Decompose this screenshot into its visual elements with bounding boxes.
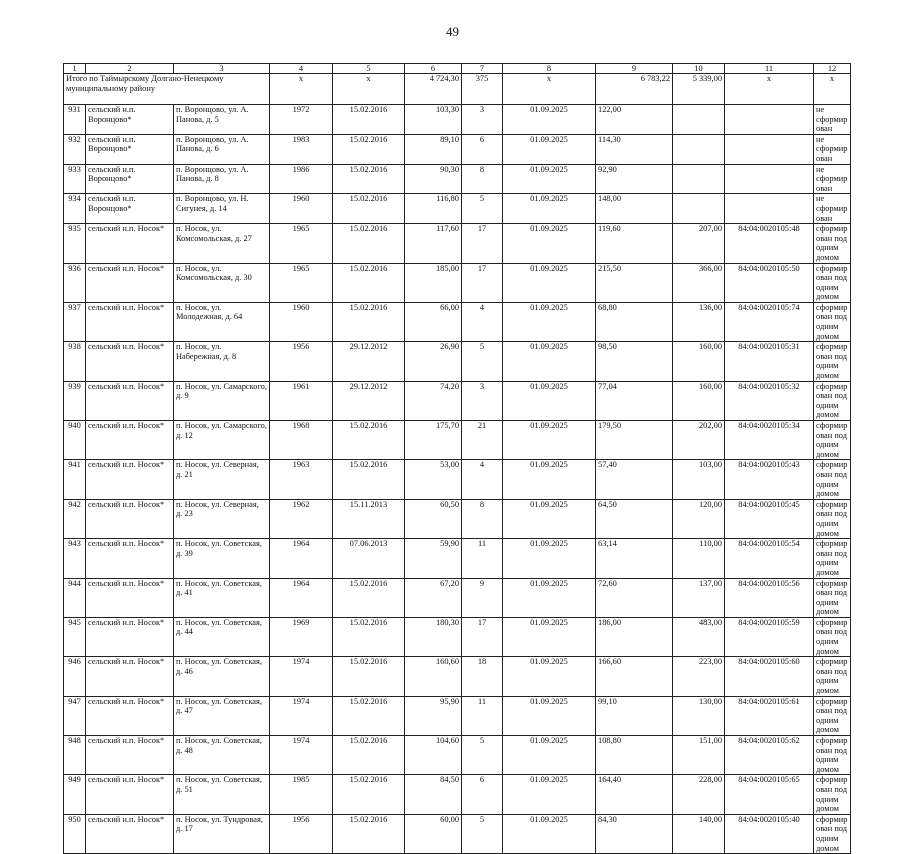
cell-address: п. Носок, ул. Советская, д. 39 <box>174 539 270 578</box>
total-cell: x <box>503 74 596 105</box>
cell-address: п. Носок, ул. Советская, д. 47 <box>174 696 270 735</box>
cell-status: сформирован под одним домом <box>814 499 851 538</box>
cell-date1: 15.02.2016 <box>333 617 405 656</box>
cell-status: не сформирован <box>814 134 851 164</box>
cell-land: 223,00 <box>673 657 725 696</box>
cell-date2: 01.09.2025 <box>503 164 596 194</box>
cell-num: 937 <box>64 302 86 341</box>
column-number: 4 <box>270 64 333 74</box>
cell-count: 3 <box>462 105 503 135</box>
cell-cadastral: 84:04:0020105:74 <box>725 302 814 341</box>
total-cell: x <box>333 74 405 105</box>
column-number: 11 <box>725 64 814 74</box>
cell-count: 21 <box>462 421 503 460</box>
cell-area: 74,20 <box>405 381 462 420</box>
cell-cadastral: 84:04:0020105:32 <box>725 381 814 420</box>
cell-land: 151,00 <box>673 736 725 775</box>
cell-land: 130,00 <box>673 696 725 735</box>
cell-settlement: сельский н.п. Носок* <box>86 578 174 617</box>
cell-year: 1974 <box>270 657 333 696</box>
cell-land: 207,00 <box>673 224 725 263</box>
cell-cadastral: 84:04:0020105:59 <box>725 617 814 656</box>
cell-num: 947 <box>64 696 86 735</box>
cell-date1: 15.02.2016 <box>333 814 405 853</box>
cell-cadastral: 84:04:0020105:62 <box>725 736 814 775</box>
cell-date2: 01.09.2025 <box>503 775 596 814</box>
cell-status: сформирован под одним домом <box>814 342 851 381</box>
cell-settlement: сельский н.п. Воронцово* <box>86 194 174 224</box>
column-number: 10 <box>673 64 725 74</box>
cell-area: 160,60 <box>405 657 462 696</box>
cell-area2: 119,60 <box>596 224 673 263</box>
cell-area2: 148,00 <box>596 194 673 224</box>
cell-address: п. Воронцово, ул. А. Панова, д. 8 <box>174 164 270 194</box>
cell-count: 17 <box>462 224 503 263</box>
table-row <box>64 194 851 224</box>
cell-count: 5 <box>462 814 503 853</box>
cell-land: 160,00 <box>673 381 725 420</box>
cell-area2: 92,90 <box>596 164 673 194</box>
table-row <box>64 164 851 194</box>
cell-cadastral <box>725 164 814 194</box>
cell-date2: 01.09.2025 <box>503 696 596 735</box>
cell-status: не сформирован <box>814 194 851 224</box>
table-row <box>64 775 851 814</box>
cell-settlement: сельский н.п. Воронцово* <box>86 134 174 164</box>
cell-status: сформирован под одним домом <box>814 263 851 302</box>
table-row <box>64 105 851 135</box>
cell-land: 160,00 <box>673 342 725 381</box>
cell-num: 934 <box>64 194 86 224</box>
cell-count: 18 <box>462 657 503 696</box>
cell-area: 116,80 <box>405 194 462 224</box>
cell-address: п. Воронцово, ул. Н. Сигунея, д. 14 <box>174 194 270 224</box>
cell-count: 3 <box>462 381 503 420</box>
cell-date2: 01.09.2025 <box>503 499 596 538</box>
total-cell: 4 724,30 <box>405 74 462 105</box>
table-row <box>64 539 851 578</box>
cell-settlement: сельский н.п. Носок* <box>86 499 174 538</box>
table-row <box>64 657 851 696</box>
cell-area2: 64,50 <box>596 499 673 538</box>
cell-settlement: сельский н.п. Носок* <box>86 736 174 775</box>
cell-status: сформирован под одним домом <box>814 657 851 696</box>
column-number: 9 <box>596 64 673 74</box>
cell-area2: 98,50 <box>596 342 673 381</box>
column-number: 12 <box>814 64 851 74</box>
cell-cadastral: 84:04:0020105:45 <box>725 499 814 538</box>
table-row <box>64 342 851 381</box>
cell-cadastral: 84:04:0020105:56 <box>725 578 814 617</box>
cell-year: 1964 <box>270 578 333 617</box>
cell-settlement: сельский н.п. Носок* <box>86 460 174 499</box>
table-row <box>64 814 851 853</box>
cell-area: 104,60 <box>405 736 462 775</box>
cell-cadastral: 84:04:0020105:34 <box>725 421 814 460</box>
cell-year: 1985 <box>270 775 333 814</box>
cell-address: п. Носок, ул. Северная, д. 21 <box>174 460 270 499</box>
column-number: 6 <box>405 64 462 74</box>
cell-count: 6 <box>462 775 503 814</box>
table-row <box>64 224 851 263</box>
table-row <box>64 617 851 656</box>
cell-land: 136,00 <box>673 302 725 341</box>
cell-address: п. Носок, ул. Самарского, д. 9 <box>174 381 270 420</box>
cell-area: 66,00 <box>405 302 462 341</box>
cell-address: п. Носок, ул. Советская, д. 46 <box>174 657 270 696</box>
cell-date1: 15.02.2016 <box>333 302 405 341</box>
cell-area: 67,20 <box>405 578 462 617</box>
cell-date2: 01.09.2025 <box>503 421 596 460</box>
cell-status: сформирован под одним домом <box>814 224 851 263</box>
cell-year: 1986 <box>270 164 333 194</box>
cell-cadastral: 84:04:0020105:40 <box>725 814 814 853</box>
cell-area2: 166,60 <box>596 657 673 696</box>
cell-area: 90,30 <box>405 164 462 194</box>
cell-land: 202,00 <box>673 421 725 460</box>
cell-date1: 15.02.2016 <box>333 578 405 617</box>
cell-count: 8 <box>462 499 503 538</box>
cell-address: п. Носок, ул. Комсомольская, д. 27 <box>174 224 270 263</box>
cell-settlement: сельский н.п. Носок* <box>86 617 174 656</box>
cell-year: 1969 <box>270 617 333 656</box>
cell-area: 103,30 <box>405 105 462 135</box>
cell-cadastral: 84:04:0020105:43 <box>725 460 814 499</box>
cell-date1: 15.02.2016 <box>333 657 405 696</box>
cell-count: 5 <box>462 736 503 775</box>
cell-address: п. Носок, ул. Советская, д. 51 <box>174 775 270 814</box>
cell-year: 1965 <box>270 263 333 302</box>
cell-settlement: сельский н.п. Носок* <box>86 302 174 341</box>
cell-num: 933 <box>64 164 86 194</box>
cell-date1: 15.02.2016 <box>333 263 405 302</box>
cell-num: 945 <box>64 617 86 656</box>
cell-settlement: сельский н.п. Носок* <box>86 696 174 735</box>
cell-land: 110,00 <box>673 539 725 578</box>
cell-land: 140,00 <box>673 814 725 853</box>
cell-year: 1956 <box>270 342 333 381</box>
cell-area: 84,50 <box>405 775 462 814</box>
cell-num: 942 <box>64 499 86 538</box>
cell-area: 180,30 <box>405 617 462 656</box>
cell-status: сформирован под одним домом <box>814 617 851 656</box>
cell-year: 1961 <box>270 381 333 420</box>
cell-area: 26,90 <box>405 342 462 381</box>
table-row <box>64 578 851 617</box>
cell-year: 1972 <box>270 105 333 135</box>
cell-address: п. Воронцово, ул. А. Панова, д. 6 <box>174 134 270 164</box>
district-total-row <box>64 74 851 105</box>
cell-area: 60,00 <box>405 814 462 853</box>
cell-area: 175,70 <box>405 421 462 460</box>
cell-status: сформирован под одним домом <box>814 460 851 499</box>
cell-date2: 01.09.2025 <box>503 105 596 135</box>
cell-date2: 01.09.2025 <box>503 342 596 381</box>
cell-year: 1960 <box>270 194 333 224</box>
cell-cadastral: 84:04:0020105:61 <box>725 696 814 735</box>
cell-address: п. Воронцово, ул. А. Панова, д. 5 <box>174 105 270 135</box>
cell-year: 1983 <box>270 134 333 164</box>
cell-address: п. Носок, ул. Советская, д. 41 <box>174 578 270 617</box>
cell-area2: 57,40 <box>596 460 673 499</box>
cell-address: п. Носок, ул. Комсомольская, д. 30 <box>174 263 270 302</box>
cell-area2: 186,00 <box>596 617 673 656</box>
table-row <box>64 421 851 460</box>
cell-num: 941 <box>64 460 86 499</box>
column-number-row <box>64 64 851 74</box>
cell-date1: 29.12.2012 <box>333 381 405 420</box>
cell-address: п. Носок, ул. Северная, д. 23 <box>174 499 270 538</box>
cell-status: сформирован под одним домом <box>814 302 851 341</box>
cell-date1: 15.11.2013 <box>333 499 405 538</box>
cell-land: 137,00 <box>673 578 725 617</box>
housing-register-table <box>63 63 851 854</box>
cell-date1: 15.02.2016 <box>333 775 405 814</box>
cell-cadastral: 84:04:0020105:50 <box>725 263 814 302</box>
cell-land <box>673 134 725 164</box>
cell-year: 1960 <box>270 302 333 341</box>
column-number: 5 <box>333 64 405 74</box>
cell-num: 943 <box>64 539 86 578</box>
cell-date2: 01.09.2025 <box>503 263 596 302</box>
cell-cadastral: 84:04:0020105:54 <box>725 539 814 578</box>
table-row <box>64 302 851 341</box>
cell-land: 228,00 <box>673 775 725 814</box>
cell-num: 931 <box>64 105 86 135</box>
cell-status: сформирован под одним домом <box>814 814 851 853</box>
cell-area2: 84,30 <box>596 814 673 853</box>
cell-area: 89,10 <box>405 134 462 164</box>
cell-count: 5 <box>462 342 503 381</box>
cell-land: 483,00 <box>673 617 725 656</box>
cell-address: п. Носок, ул. Набережная, д. 8 <box>174 342 270 381</box>
cell-land <box>673 194 725 224</box>
cell-settlement: сельский н.п. Носок* <box>86 224 174 263</box>
cell-cadastral: 84:04:0020105:48 <box>725 224 814 263</box>
cell-area: 59,90 <box>405 539 462 578</box>
cell-num: 950 <box>64 814 86 853</box>
cell-area2: 68,80 <box>596 302 673 341</box>
cell-status: сформирован под одним домом <box>814 421 851 460</box>
cell-date2: 01.09.2025 <box>503 302 596 341</box>
cell-area: 117,60 <box>405 224 462 263</box>
cell-date2: 01.09.2025 <box>503 539 596 578</box>
cell-cadastral <box>725 105 814 135</box>
total-cell: x <box>725 74 814 105</box>
cell-address: п. Носок, ул. Молодежная, д. 64 <box>174 302 270 341</box>
cell-status: не сформирован <box>814 105 851 135</box>
cell-area2: 72,60 <box>596 578 673 617</box>
cell-status: не сформирован <box>814 164 851 194</box>
cell-date2: 01.09.2025 <box>503 736 596 775</box>
cell-year: 1968 <box>270 421 333 460</box>
cell-num: 936 <box>64 263 86 302</box>
total-label: Итого по Таймырскому Долгано-Ненецкому муниципальному району <box>64 74 270 105</box>
total-cell: x <box>814 74 851 105</box>
cell-settlement: сельский н.п. Воронцово* <box>86 105 174 135</box>
cell-count: 6 <box>462 134 503 164</box>
cell-num: 935 <box>64 224 86 263</box>
cell-count: 11 <box>462 696 503 735</box>
column-number: 8 <box>503 64 596 74</box>
cell-settlement: сельский н.п. Носок* <box>86 539 174 578</box>
cell-num: 940 <box>64 421 86 460</box>
cell-date2: 01.09.2025 <box>503 460 596 499</box>
cell-address: п. Носок, ул. Советская, д. 48 <box>174 736 270 775</box>
cell-status: сформирован под одним домом <box>814 381 851 420</box>
cell-area2: 114,30 <box>596 134 673 164</box>
cell-land: 366,00 <box>673 263 725 302</box>
cell-area: 185,00 <box>405 263 462 302</box>
cell-count: 4 <box>462 460 503 499</box>
cell-area2: 99,10 <box>596 696 673 735</box>
cell-date2: 01.09.2025 <box>503 134 596 164</box>
column-number: 3 <box>174 64 270 74</box>
cell-date2: 01.09.2025 <box>503 381 596 420</box>
cell-date2: 01.09.2025 <box>503 814 596 853</box>
cell-cadastral: 84:04:0020105:65 <box>725 775 814 814</box>
cell-area: 95,90 <box>405 696 462 735</box>
table-row <box>64 381 851 420</box>
cell-date2: 01.09.2025 <box>503 194 596 224</box>
cell-year: 1965 <box>270 224 333 263</box>
cell-area2: 63,14 <box>596 539 673 578</box>
total-cell: x <box>270 74 333 105</box>
table-row <box>64 696 851 735</box>
table-row <box>64 460 851 499</box>
cell-date1: 29.12.2012 <box>333 342 405 381</box>
cell-date2: 01.09.2025 <box>503 617 596 656</box>
cell-settlement: сельский н.п. Носок* <box>86 263 174 302</box>
cell-year: 1964 <box>270 539 333 578</box>
cell-area2: 108,80 <box>596 736 673 775</box>
cell-status: сформирован под одним домом <box>814 539 851 578</box>
cell-cadastral <box>725 194 814 224</box>
cell-date1: 15.02.2016 <box>333 105 405 135</box>
cell-count: 8 <box>462 164 503 194</box>
column-number: 7 <box>462 64 503 74</box>
cell-date1: 15.02.2016 <box>333 224 405 263</box>
cell-count: 9 <box>462 578 503 617</box>
cell-date1: 15.02.2016 <box>333 194 405 224</box>
cell-address: п. Носок, ул. Советская, д. 44 <box>174 617 270 656</box>
cell-date2: 01.09.2025 <box>503 224 596 263</box>
cell-date2: 01.09.2025 <box>503 657 596 696</box>
cell-count: 4 <box>462 302 503 341</box>
cell-date1: 15.02.2016 <box>333 164 405 194</box>
cell-settlement: сельский н.п. Носок* <box>86 657 174 696</box>
cell-settlement: сельский н.п. Носок* <box>86 381 174 420</box>
cell-num: 948 <box>64 736 86 775</box>
cell-area: 60,50 <box>405 499 462 538</box>
cell-cadastral <box>725 134 814 164</box>
cell-address: п. Носок, ул. Тундровая, д. 17 <box>174 814 270 853</box>
cell-year: 1963 <box>270 460 333 499</box>
column-number: 1 <box>64 64 86 74</box>
cell-status: сформирован под одним домом <box>814 696 851 735</box>
cell-area2: 179,50 <box>596 421 673 460</box>
cell-count: 11 <box>462 539 503 578</box>
cell-settlement: сельский н.п. Носок* <box>86 421 174 460</box>
cell-date1: 15.02.2016 <box>333 696 405 735</box>
cell-cadastral: 84:04:0020105:31 <box>725 342 814 381</box>
cell-year: 1956 <box>270 814 333 853</box>
cell-settlement: сельский н.п. Носок* <box>86 814 174 853</box>
cell-settlement: сельский н.п. Воронцово* <box>86 164 174 194</box>
total-cell: 375 <box>462 74 503 105</box>
cell-status: сформирован под одним домом <box>814 578 851 617</box>
cell-count: 17 <box>462 617 503 656</box>
cell-num: 949 <box>64 775 86 814</box>
cell-area2: 215,50 <box>596 263 673 302</box>
cell-date1: 15.02.2016 <box>333 736 405 775</box>
cell-area2: 164,40 <box>596 775 673 814</box>
cell-date1: 15.02.2016 <box>333 421 405 460</box>
cell-land: 103,00 <box>673 460 725 499</box>
cell-area2: 122,00 <box>596 105 673 135</box>
cell-date1: 07.06.2013 <box>333 539 405 578</box>
cell-settlement: сельский н.п. Носок* <box>86 342 174 381</box>
cell-status: сформирован под одним домом <box>814 775 851 814</box>
cell-num: 938 <box>64 342 86 381</box>
cell-date1: 15.02.2016 <box>333 134 405 164</box>
cell-status: сформирован под одним домом <box>814 736 851 775</box>
table-row <box>64 736 851 775</box>
table-row <box>64 263 851 302</box>
column-number: 2 <box>86 64 174 74</box>
cell-year: 1974 <box>270 696 333 735</box>
cell-num: 932 <box>64 134 86 164</box>
cell-count: 5 <box>462 194 503 224</box>
cell-land <box>673 105 725 135</box>
cell-num: 946 <box>64 657 86 696</box>
cell-area: 53,00 <box>405 460 462 499</box>
table-row <box>64 134 851 164</box>
cell-land <box>673 164 725 194</box>
cell-num: 944 <box>64 578 86 617</box>
cell-date1: 15.02.2016 <box>333 460 405 499</box>
cell-area2: 77,04 <box>596 381 673 420</box>
total-cell: 5 339,00 <box>673 74 725 105</box>
table-row <box>64 499 851 538</box>
cell-year: 1974 <box>270 736 333 775</box>
cell-land: 120,00 <box>673 499 725 538</box>
cell-address: п. Носок, ул. Самарского, д. 12 <box>174 421 270 460</box>
total-cell: 6 783,22 <box>596 74 673 105</box>
cell-date2: 01.09.2025 <box>503 578 596 617</box>
cell-num: 939 <box>64 381 86 420</box>
cell-settlement: сельский н.п. Носок* <box>86 775 174 814</box>
cell-cadastral: 84:04:0020105:60 <box>725 657 814 696</box>
cell-count: 17 <box>462 263 503 302</box>
page-number: 49 <box>446 24 459 39</box>
cell-year: 1962 <box>270 499 333 538</box>
